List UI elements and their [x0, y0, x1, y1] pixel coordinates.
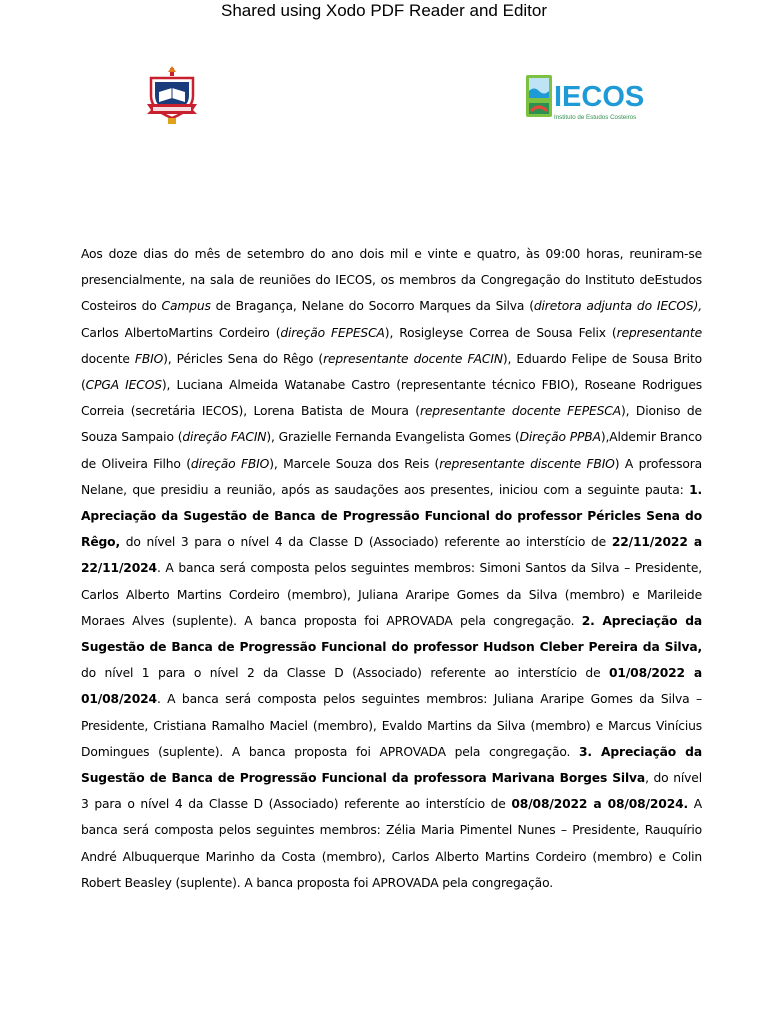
iecos-logo-tagline: Instituto de Estudos Costeiros: [554, 114, 637, 121]
meeting-minutes-paragraph: Aos doze dias do mês de setembro do ano dois mil e vinte e quatro, às 09:00 horas, reuniram-se presencialmente, na sala de reuniões do IECOS, os membros da Congregação do Instituto deEstudos Costeiros do Campus de Bragança, Nelane do Socorro Marques da Silva (diretora adjunta do IECOS), Carlos AlbertoMartins Cordeiro (direção FEPESCA), Rosigleyse Correa de Sousa Felix (representante docente FBIO), Péricles Sena do Rêgo (representante docente FACIN), Eduardo Felipe de Sousa Brito (CPGA IECOS), Luciana Almeida Watanabe Castro (representante técnico FBIO), Roseane Rodrigues Correia (secretária IECOS), Lorena Batista de Moura (representante docente FEPESCA), Dioniso de Souza Sampaio (direção FACIN), Grazielle Fernanda Evangelista Gomes (Direção PPBA),Aldemir Branco de Oliveira Filho (direção FBIO), Marcele Souza dos Reis (representante discente FBIO) A professora Nelane, que presidiu a reunião, após as saudações aos presentes, iniciou com a seguinte pauta: 1. Apreciação da Sugestão de Banca de Progressão Funcional do professor Péricles Sena do Rêgo, do nível 3 para o nível 4 da Classe D (Associado) referente ao interstício de 22/11/2022 a 22/11/2024. A banca será composta pelos seguintes membros: Simoni Santos da Silva – Presidente, Carlos Alberto Martins Cordeiro (membro), Juliana Araripe Gomes da Silva (membro) e Marileide Moraes Alves (suplente). A banca proposta foi APROVADA pela congregação. 2. Apreciação da Sugestão de Banca de Progressão Funcional do professor Hudson Cleber Pereira da Silva, do nível 1 para o nível 2 da Classe D (Associado) referente ao interstício de 01/08/2022 a 01/08/2024. A banca será composta pelos seguintes membros: Juliana Araripe Gomes da Silva – Presidente, Cristiana Ramalho Maciel (membro), Evaldo Martins da Silva (membro) e Marcus Vinícius Domingues (suplente). A banca proposta foi APROVADA pela congregação. 3. Apreciação da Sugestão de Banca de Progressão Funcional da professora Marivana Borges Silva, do nível 3 para o nível 4 da Classe D (Associado) referente ao interstício de 08/08/2022 a 08/08/2024. A banca será composta pelos seguintes membros: Zélia Maria Pimentel Nunes – Presidente, Rauquírio André Albuquerque Marinho da Costa (membro), Carlos Alberto Martins Cordeiro (membro) e Colin Robert Beasley (suplente). A banca proposta foi APROVADA pela congregação.: [81, 247, 703, 890]
agenda-item-3: 3. Apreciação da Sugestão de Banca de Progressão Funcional da professora Marivana Borges Silva: [81, 744, 702, 786]
agenda-item-1: 1. Apreciação da Sugestão de Banca de Progressão Funcional do professor Péricles Sena do Rêgo,: [81, 482, 702, 550]
iecos-logo-name: IECOS: [554, 81, 645, 113]
university-crest-icon: [141, 66, 203, 126]
agenda-item-2: 2. Apreciação da Sugestão de Banca de Progressão Funcional do professor Hudson Cleber Pereira da Silva,: [81, 613, 702, 655]
iecos-logo: [525, 73, 645, 123]
xodo-share-banner: Shared using Xodo PDF Reader and Editor: [220, 1, 548, 20]
iecos-logo-mark: [525, 73, 645, 123]
